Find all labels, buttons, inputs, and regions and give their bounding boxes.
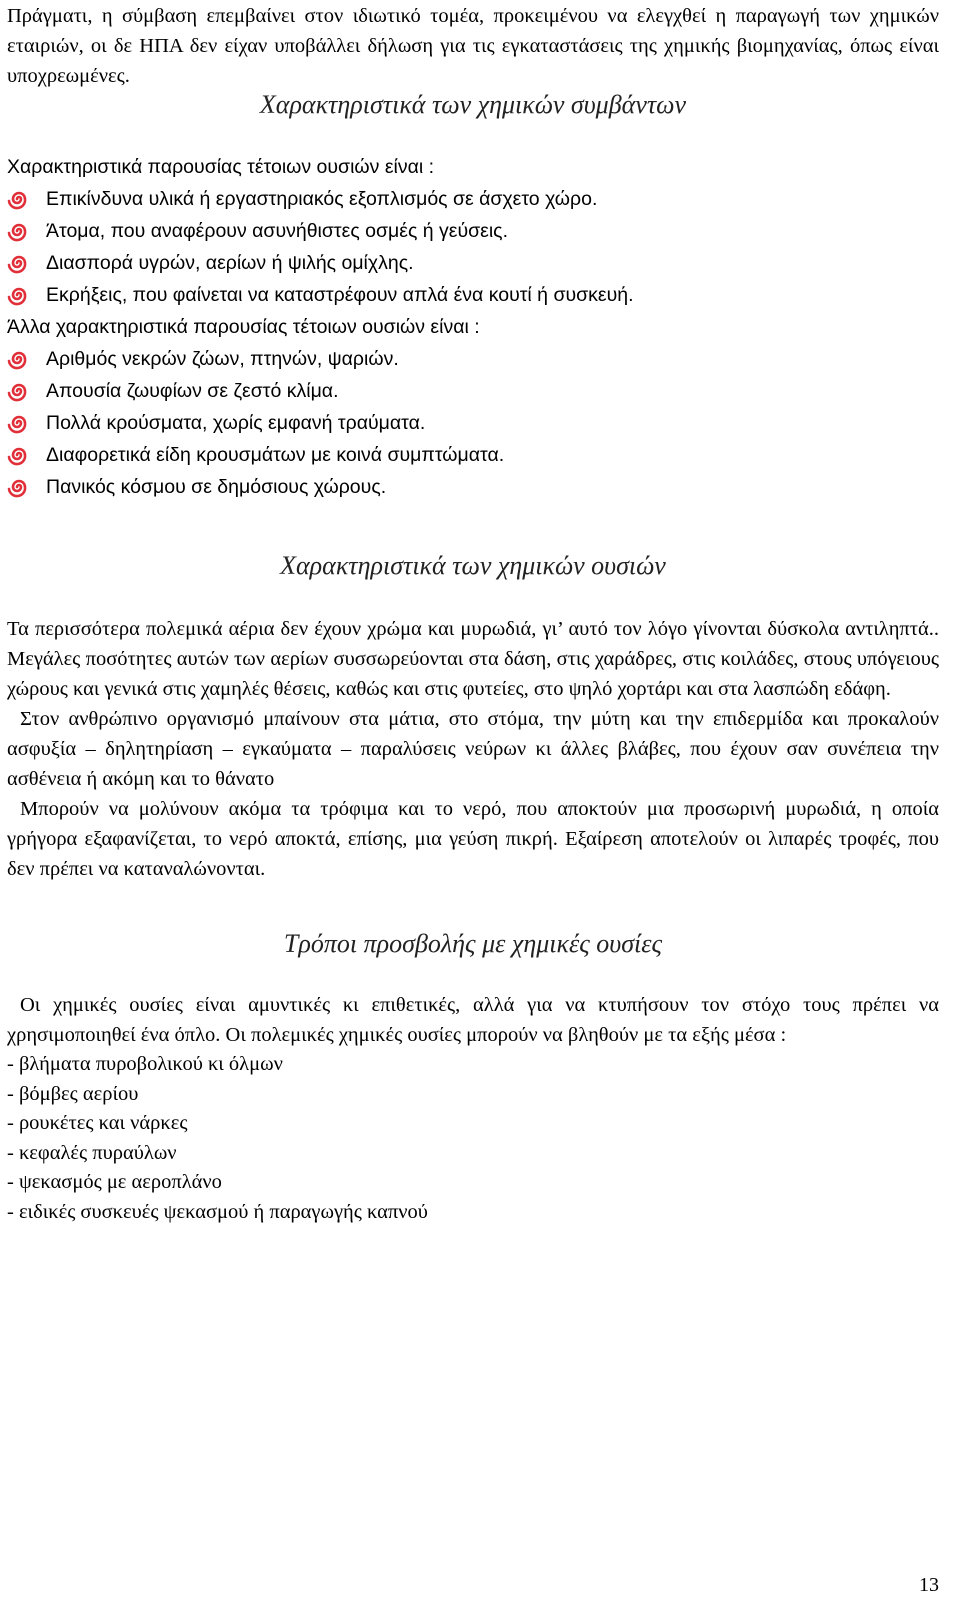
red-spiral-icon — [7, 379, 31, 403]
section-attack-methods-body — [7, 990, 939, 1228]
substances-paragraph-3: Μπορούν να μολύνουν ακόμα τα τρόφιμα και το νερό, που αποκτούν μια προσωρινή μυρωδιά, η οποία γρήγορα εξαφανίζεται, το νερό αποκτά, επίσης, μια γεύση πικρή. Εξαίρεση αποτελούν οι λιπαρές τροφές, που δεν πρέπει να καταναλώνονται. — [7, 798, 939, 880]
section-incidents-body — [7, 151, 939, 503]
document-page — [7, 0, 939, 1603]
substances-paragraph-2: Στον ανθρώπινο οργανισμό μπαίνουν στα μάτια, στο στόμα, την μύτη και την επιδερμίδα και προκαλούν ασφυξία – δηλητηρίαση – εγκαύματα – παραλύσεις νεύρων κι άλλες βλάβες, που έχουν σαν συνέπεια την ασθένεια ή ακόμη και το θάνατο — [7, 708, 939, 790]
red-spiral-icon — [7, 347, 31, 371]
red-spiral-icon — [7, 283, 31, 307]
list-item-text: Διαφορετικά είδη κρουσμάτων με κοινά συμπτώματα. — [46, 444, 505, 466]
page-number: 13 — [919, 1574, 939, 1596]
red-spiral-icon — [7, 443, 31, 467]
incidents-list-2 — [7, 343, 939, 503]
red-spiral-icon — [7, 411, 31, 435]
red-spiral-icon — [7, 251, 31, 275]
list-item — [7, 247, 939, 279]
list-item: - βλήματα πυροβολικού κι όλμων — [7, 1053, 283, 1075]
substances-paragraph-1: Τα περισσότερα πολεμικά αέρια δεν έχουν χρώμα και μυρωδιά, γι’ αυτό τον λόγο γίνονται δύσκολα αντιληπτά.. Μεγάλες ποσότητες αυτών των αερίων συσσωρεύονται στα δάση, στις χαράδρες, στις κοιλάδες, στους υπόγειους χώρους και γενικά στις χαμηλές θέσεις, καθώς και στις φυτείες, στο ψηλό χορτάρι και στα λασπώδη εδάφη. — [7, 618, 939, 700]
red-spiral-icon — [7, 219, 31, 243]
incidents-intro: Χαρακτηριστικά παρουσίας τέτοιων ουσιών είναι : — [7, 156, 435, 178]
list-item — [7, 215, 939, 247]
list-item-text: Άτομα, που αναφέρουν ασυνήθιστες οσμές ή γεύσεις. — [46, 220, 509, 242]
list-item-text: Πανικός κόσμου σε δημόσιους χώρους. — [46, 476, 387, 498]
list-item — [7, 439, 939, 471]
section-heading-substances: Χαρακτηριστικά των χημικών ουσιών — [280, 551, 666, 580]
list-item: - κεφαλές πυραύλων — [7, 1141, 177, 1164]
list-item — [7, 279, 939, 311]
incidents-list — [7, 183, 939, 311]
list-item: - ειδικές συσκευές ψεκασμού ή παραγωγής καπνού — [7, 1200, 428, 1223]
list-item-text: Εκρήξεις, που φαίνεται να καταστρέφουν απλά ένα κουτί ή συσκευή. — [46, 284, 634, 306]
list-item — [7, 375, 939, 407]
list-item-text: Επικίνδυνα υλικά ή εργαστηριακός εξοπλισμός σε άσχετο χώρο. — [46, 188, 598, 210]
list-item-text: Αριθμός νεκρών ζώων, πτηνών, ψαριών. — [46, 348, 399, 370]
list-item — [7, 407, 939, 439]
list-item: - βόμβες αερίου — [7, 1082, 139, 1105]
list-item-text: Απουσία ζωυφίων σε ζεστό κλίμα. — [46, 380, 339, 402]
section-substances-body — [7, 614, 939, 884]
list-item — [7, 343, 939, 375]
list-item — [7, 471, 939, 503]
section-heading-incidents: Χαρακτηριστικά των χημικών συμβάντων — [259, 90, 687, 119]
incidents-intro-2: Άλλα χαρακτηριστικά παρουσίας τέτοιων ουσιών είναι : — [7, 316, 480, 338]
attack-methods-paragraph: Οι χημικές ουσίες είναι αμυντικές κι επιθετικές, αλλά για να κτυπήσουν τον στόχο τους πρέπει να χρησιμοποιηθεί ένα όπλο. Οι πολεμικές χημικές ουσίες μπορούν να βληθούν με τα εξής μέσα : — [7, 994, 939, 1046]
red-spiral-icon — [7, 475, 31, 499]
list-item-text: Διασπορά υγρών, αερίων ή ψιλής ομίχλης. — [46, 252, 414, 274]
attack-methods-list — [7, 1050, 939, 1228]
red-spiral-icon — [7, 187, 31, 211]
list-item: - ρουκέτες και νάρκες — [7, 1112, 188, 1135]
section-heading-attack-methods: Τρόποι προσβολής με χημικές ουσίες — [283, 929, 663, 958]
list-item: - ψεκασμός με αεροπλάνο — [7, 1171, 222, 1194]
list-item — [7, 183, 939, 215]
intro-paragraph: Πράγματι, η σύμβαση επεμβαίνει στον ιδιωτικό τομέα, προκειμένου να ελεγχθεί η παραγωγή των χημικών εταιριών, οι δε ΗΠΑ δεν είχαν υποβάλλει δήλωση για τις εγκαταστάσεις της χημικής βιομηχανίας, όπως είναι υποχρεωμένες. — [7, 5, 939, 87]
list-item-text: Πολλά κρούσματα, χωρίς εμφανή τραύματα. — [46, 412, 426, 434]
